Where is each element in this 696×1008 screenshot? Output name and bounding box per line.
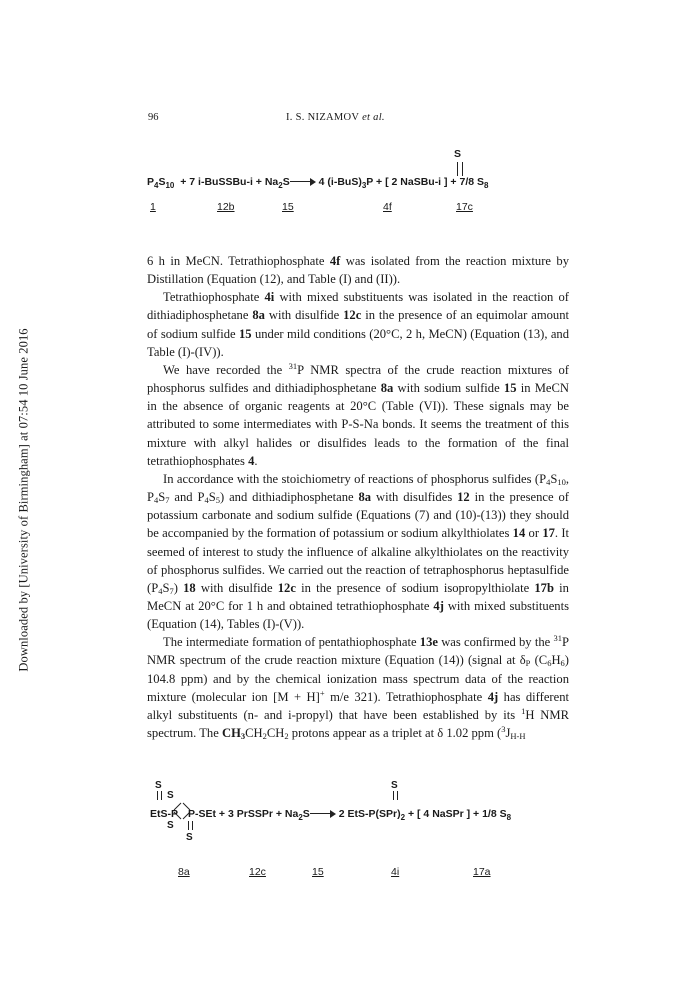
compound-ref: 14	[512, 526, 526, 541]
eq1-double-bond	[457, 162, 463, 176]
text: was isolated from the reaction mixture by Distillation (Equation (12), and Table (I) and (II)).	[147, 254, 569, 287]
text: CH	[266, 726, 285, 741]
subscript: 3	[240, 731, 246, 742]
text: in the presence of an equimolar amount of sodium sulfide	[147, 308, 569, 341]
eq1-sub: 4	[154, 181, 159, 190]
compound-label: 8a	[178, 866, 190, 878]
compound-ref: 4f	[329, 254, 341, 268]
eq1-disulfide: + 7 i-BuSSBu-i +	[180, 176, 262, 188]
text: H	[551, 653, 561, 668]
subscript: 4	[546, 476, 551, 487]
text: CH	[221, 726, 241, 741]
reaction-arrow	[310, 810, 336, 818]
eq1-p: P	[366, 176, 374, 188]
text: , P	[147, 471, 569, 505]
text: ) 104.8 ppm) and by the chemical ionization mass spectrum data of the reaction mixture (molecular ion [M + H]	[147, 653, 569, 704]
text: S	[162, 580, 170, 595]
eq2-s: S	[186, 832, 193, 843]
text: H NMR spectrum. The	[147, 707, 569, 741]
subscript: 7	[165, 495, 170, 506]
text: in the presence of sodium isopropylthiolate	[301, 580, 530, 595]
equation-12	[147, 120, 577, 215]
text: was confirmed by the	[441, 635, 551, 650]
text: ) and dithiadiphosphetane	[220, 490, 354, 505]
text: in MeCN in the absence of organic reagents at 20°C (Table (VI)). These signals may be attributed to some intermediates with P-S-Na bonds. It seems the treatment of this mixture with alkyl halides or disulfides leads to the formation of the final tetrathiophosphates	[147, 381, 570, 468]
superscript: 31	[288, 360, 298, 371]
compound-label: 12c	[249, 866, 266, 878]
eq2-reaction-line	[150, 808, 511, 822]
compound-label: 17c	[456, 201, 473, 213]
reaction-arrow	[290, 178, 316, 186]
superscript: 3	[501, 724, 506, 735]
eq1-sub: 2	[278, 181, 283, 190]
eq1-product: 4 (i-BuS)	[318, 176, 362, 188]
eq1-s: S	[282, 176, 290, 188]
subscript: 5	[215, 495, 221, 506]
text: has different alkyl substituents (n- and i-propyl) that have been established by its	[147, 689, 570, 722]
superscript: 1	[521, 705, 526, 716]
compound-ref: 12c	[343, 308, 362, 323]
eq1-sub: 3	[361, 181, 367, 190]
download-watermark	[6, 180, 42, 820]
subscript: 6	[560, 658, 565, 669]
text: S	[158, 490, 166, 505]
compound-label: 17a	[473, 866, 491, 878]
paragraph	[147, 470, 569, 633]
eq2-product: 2 EtS-P(SPr)	[338, 808, 401, 820]
compound-ref: 8a	[358, 490, 372, 505]
compound-ref: 8a	[380, 381, 394, 396]
eq2-phosphetane-right: P-SEt + 3 PrSSPr +	[188, 808, 282, 820]
eq2-sub: 8	[506, 813, 512, 822]
text: with disulfide	[268, 308, 340, 323]
paragraph	[147, 288, 569, 361]
compound-ref: 4	[248, 453, 255, 468]
text: J	[505, 726, 511, 741]
compound-ref	[222, 726, 245, 740]
subscript: 7	[169, 585, 174, 596]
eq1-na: Na	[264, 176, 279, 188]
text: in the presence of potassium carbonate and sodium sulfide (Equations (7) and (10)-(13)) they should be accompanied by the formation of potassium or sodium alkylthiolates	[147, 490, 569, 541]
paragraph	[147, 361, 569, 470]
eq2-double-bond	[157, 791, 162, 800]
eq2-s: S	[155, 780, 162, 791]
subscript: 10	[557, 476, 566, 487]
eq2-byproducts: + [ 4 NaSPr ] + 1/8 S	[407, 808, 507, 820]
compound-label: 4f	[383, 201, 392, 213]
compound-label: 12b	[217, 201, 235, 213]
subscript: 4	[154, 495, 159, 506]
eq2-double-bond	[393, 791, 398, 800]
text: P NMR spectra of the crude reaction mixtures of phosphorus sulfides and dithiadiphosphetane	[147, 362, 569, 396]
text: protons appear as a triplet at δ 1.02 ppm (	[291, 726, 502, 741]
text: with sodium sulfide	[397, 381, 500, 396]
eq1-reaction-line	[147, 176, 488, 190]
text: S	[550, 471, 558, 486]
compound-ref: 13e	[419, 635, 438, 650]
text: .	[254, 453, 258, 468]
text: CH	[245, 726, 263, 741]
compound-ref: 4j	[487, 689, 499, 704]
eq2-phosphetane-left: EtS-P	[150, 808, 179, 820]
text: )	[173, 580, 178, 595]
eq2-double-bond	[188, 821, 193, 830]
eq1-p: P	[147, 176, 155, 188]
text: or	[528, 526, 540, 541]
eq1-byproducts: + [ 2 NaSBu-i ] + 7/8 S	[376, 176, 484, 188]
compound-ref: 15	[238, 326, 252, 341]
text: m/e 321). Tetrathiophosphate	[330, 689, 483, 704]
eq1-thiono-s: S	[454, 148, 462, 160]
text: We have recorded the	[163, 362, 283, 377]
page-number: 96	[148, 112, 159, 123]
text: S	[208, 490, 216, 505]
equation-13	[150, 778, 580, 888]
compound-ref: 17b	[534, 580, 554, 595]
compound-ref: 15	[503, 381, 517, 396]
article-body	[147, 252, 569, 742]
eq2-sub: 2	[298, 813, 303, 822]
text: with disulfide	[200, 580, 273, 595]
text: Tetrathiophosphate	[163, 290, 260, 305]
text: (C	[534, 653, 548, 668]
superscript: 31	[553, 633, 562, 644]
subscript: 4	[204, 495, 209, 506]
compound-ref: 8a	[252, 308, 265, 323]
eq2-s: S	[391, 780, 398, 791]
download-watermark-text: Downloaded by [University of Birmingham] at 07:54 10 June 2016	[16, 328, 31, 672]
compound-ref: 4i	[264, 290, 275, 305]
eq2-s: S	[167, 820, 174, 831]
text: with disulfides	[375, 490, 453, 505]
text: 6 h in MeCN. Tetrathiophosphate	[147, 254, 325, 268]
paragraph	[147, 633, 569, 742]
eq1-sub: 10	[165, 181, 175, 190]
compound-ref: 17	[542, 526, 555, 541]
subscript: P	[525, 658, 531, 669]
eq1-sub: 8	[484, 181, 489, 190]
subscript: 4	[158, 585, 163, 596]
compound-ref: 12	[457, 490, 470, 505]
eq2-s: S	[167, 790, 174, 801]
superscript: +	[319, 687, 325, 698]
compound-label: 15	[312, 866, 324, 878]
compound-label: 4i	[391, 866, 400, 878]
compound-label: 1	[150, 201, 156, 213]
eq2-na: Na	[284, 808, 299, 820]
subscript: H-H	[510, 731, 526, 742]
text: under mild conditions (20°C, 2 h, MeCN) (Equation (13), and Table (I)-(IV)).	[147, 326, 570, 359]
eq2-s: S	[302, 808, 310, 820]
text: and P	[174, 490, 205, 505]
compound-ref: 18	[183, 580, 196, 595]
text: in MeCN at 20°C for 1 h and obtained tetrathiophosphate	[147, 580, 569, 613]
compound-label: 15	[282, 201, 294, 213]
compound-ref: 12c	[277, 580, 296, 595]
text: In accordance with the stoichiometry of reactions of phosphorus sulfides (P	[163, 471, 547, 486]
compound-ref: 4j	[433, 598, 444, 613]
text: P NMR spectrum of the crude reaction mixture (Equation (14)) (signal at δ	[147, 635, 569, 668]
text: The intermediate formation of pentathiophosphate	[163, 635, 417, 650]
text: with mixed substituents was isolated in the reaction of dithiadiphosphetane	[147, 290, 569, 323]
subscript: 2	[262, 731, 267, 742]
running-head-author: I. S. NIZAMOV	[286, 112, 360, 123]
eq1-s: S	[158, 176, 166, 188]
text: with mixed substituents (Equation (14), Tables (I)-(V)).	[147, 598, 569, 632]
subscript: 6	[547, 658, 552, 669]
paragraph	[147, 252, 569, 288]
running-head-etal: et al.	[362, 112, 385, 123]
subscript: 2	[284, 731, 289, 742]
text: . It seemed of interest to study the influence of alkaline alkylthiolates on the reactivity of phosphorus sulfides. We carried out the reaction of tetraphosphorus heptasulfide (P	[147, 526, 570, 595]
eq2-sub: 2	[400, 813, 406, 822]
